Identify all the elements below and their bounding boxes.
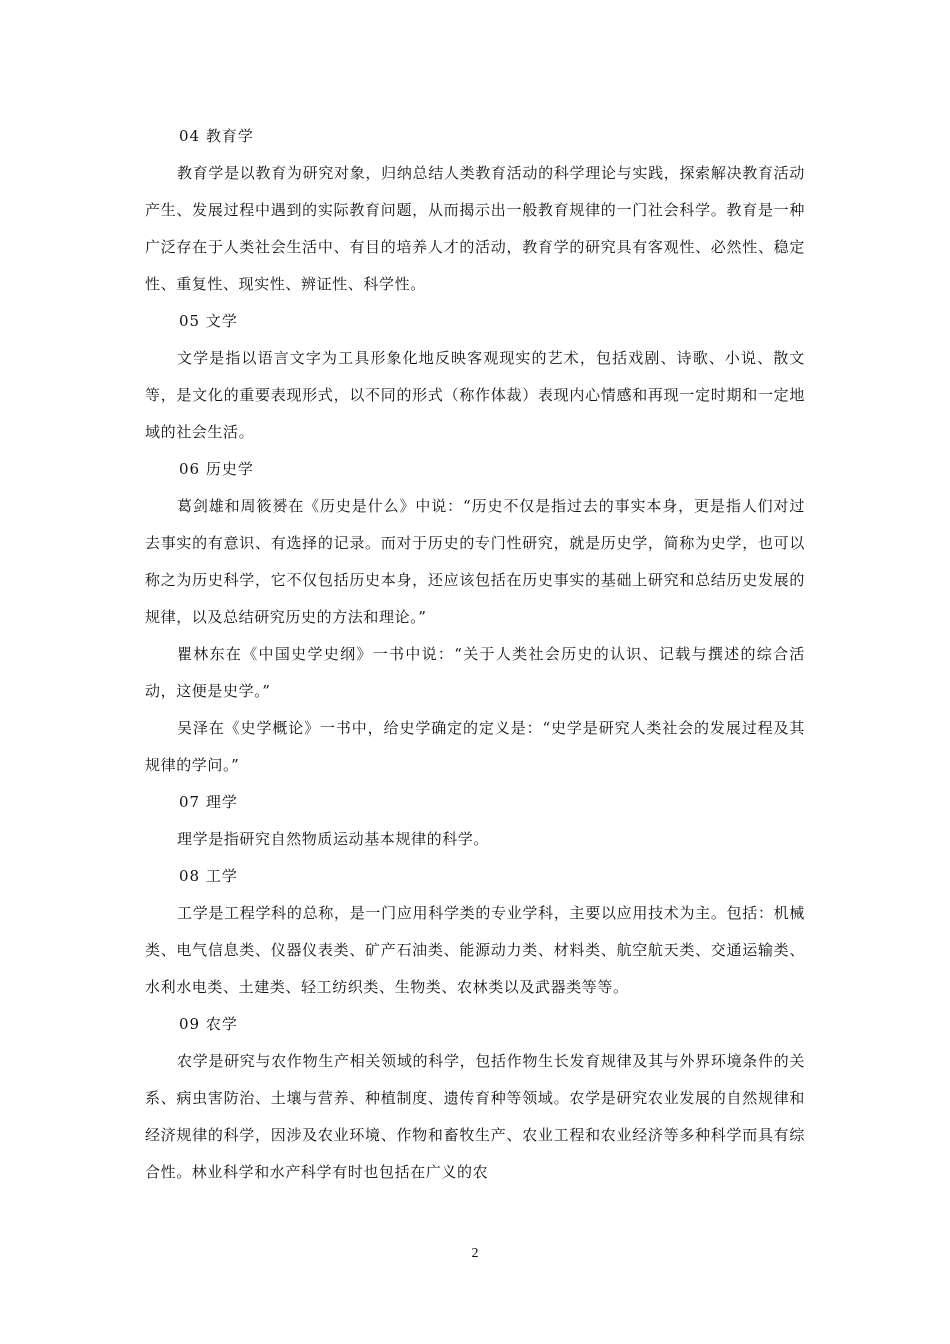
section-heading: 06 历史学 — [179, 460, 254, 478]
section-science — [145, 784, 805, 858]
section-paragraph: 吴泽在《史学概论》一书中，给史学确定的定义是：“史学是研究人类社会的发展过程及其规律的学问。” — [145, 719, 805, 774]
section-paragraph: 农学是研究与农作物生产相关领域的科学，包括作物生长发育规律及其与外界环境条件的关系、病虫害防治、土壤与营养、种植制度、遗传育种等领域。农学是研究农业发展的自然规律和经济规律的科学，因涉及农业环境、作物和畜牧生产、农业工程和农业经济等多种科学而具有综合性。林业科学和水产科学有时也包括在广义的农 — [145, 1052, 805, 1181]
section-literature — [145, 303, 805, 451]
section-heading: 07 理学 — [179, 793, 238, 811]
section-paragraph: 葛剑雄和周筱赟在《历史是什么》中说：“历史不仅是指过去的事实本身，更是指人们对过去事实的有意识、有选择的记录。而对于历史的专门性研究，就是历史学，简称为史学，也可以称之为历史科学，它不仅包括历史本身，还应该包括在历史事实的基础上研究和总结历史发展的规律，以及总结研究历史的方法和理论。” — [145, 497, 805, 626]
section-paragraph: 教育学是以教育为研究对象，归纳总结人类教育活动的科学理论与实践，探索解决教育活动产生、发展过程中遇到的实际教育问题，从而揭示出一般教育规律的一门社会科学。教育是一种广泛存在于人类社会生活中、有目的培养人才的活动，教育学的研究具有客观性、必然性、稳定性、重复性、现实性、辨证性、科学性。 — [145, 164, 805, 293]
section-paragraph: 瞿林东在《中国史学史纲》一书中说：“关于人类社会历史的认识、记载与撰述的综合活动，这便是史学。” — [145, 645, 805, 700]
section-engineering — [145, 858, 805, 1006]
page-number: 2 — [471, 1246, 479, 1261]
document-body — [145, 118, 805, 1191]
section-paragraph: 理学是指研究自然物质运动基本规律的科学。 — [177, 830, 490, 848]
section-paragraph: 文学是指以语言文字为工具形象化地反映客观现实的艺术，包括戏剧、诗歌、小说、散文等，是文化的重要表现形式，以不同的形式（称作体裁）表现内心情感和再现一定时期和一定地域的社会生活。 — [145, 349, 805, 441]
section-paragraph: 工学是工程学科的总称，是一门应用科学类的专业学科，主要以应用技术为主。包括：机械类、电气信息类、仪器仪表类、矿产石油类、能源动力类、材料类、航空航天类、交通运输类、水利水电类、土建类、轻工纺织类、生物类、农林类以及武器类等等。 — [145, 904, 805, 996]
section-education — [145, 118, 805, 303]
section-heading: 08 工学 — [179, 867, 238, 885]
section-heading: 05 文学 — [179, 312, 238, 330]
section-agriculture — [145, 1006, 805, 1191]
section-heading: 09 农学 — [179, 1015, 238, 1033]
section-history — [145, 451, 805, 784]
section-heading: 04 教育学 — [179, 127, 254, 145]
